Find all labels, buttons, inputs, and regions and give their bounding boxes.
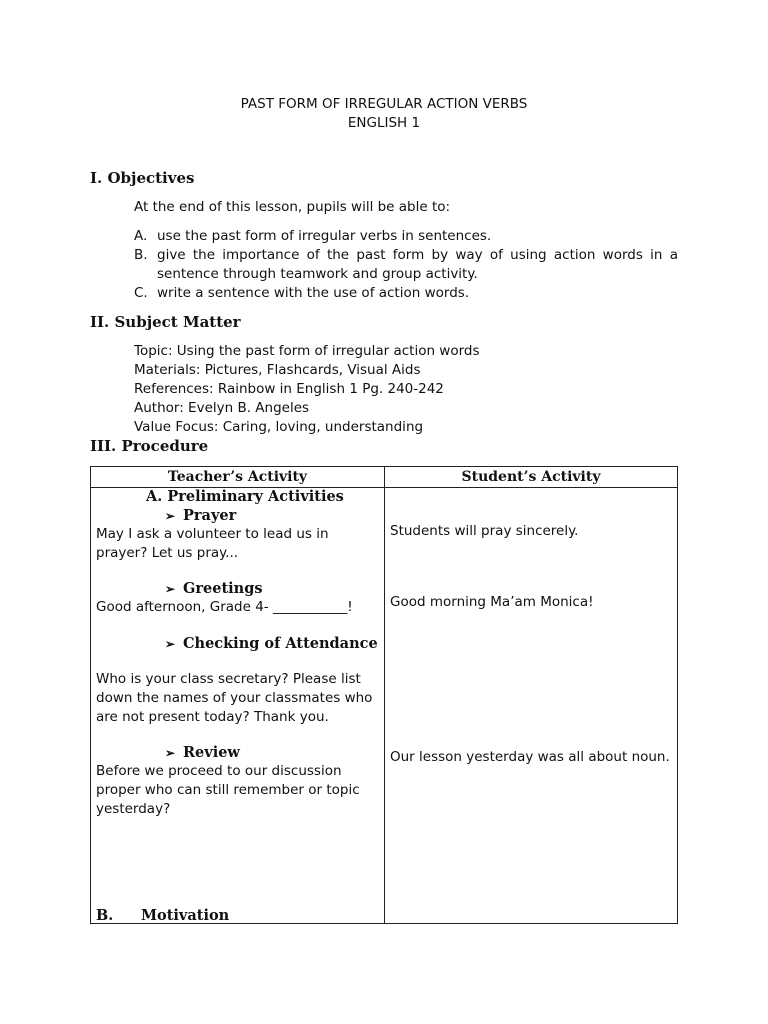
prayer-label: Prayer <box>183 507 237 524</box>
objective-item <box>134 246 678 284</box>
review-student-response: Our lesson yesterday was all about noun. <box>390 749 670 765</box>
attendance-teacher-line: down the names of your classmates who <box>96 690 373 706</box>
prayer-label-row <box>165 506 236 526</box>
subject-topic: Topic: Using the past form of irregular action words <box>134 343 480 359</box>
prayer-teacher-line: prayer? Let us pray... <box>96 545 239 561</box>
document-subtitle: ENGLISH 1 <box>347 115 421 131</box>
objective-letter: B. <box>134 247 148 263</box>
subject-materials: Materials: Pictures, Flashcards, Visual Aids <box>134 362 421 378</box>
subject-references: References: Rainbow in English 1 Pg. 240-242 <box>134 381 444 397</box>
subject-value-focus: Value Focus: Caring, loving, understanding <box>134 419 424 435</box>
review-label-row <box>165 743 240 763</box>
objective-text: use the past form of irregular verbs in sentences. <box>157 228 492 244</box>
prayer-student-response: Students will pray sincerely. <box>390 523 579 539</box>
greetings-label: Greetings <box>183 580 263 597</box>
objective-item <box>134 284 678 303</box>
student-activity-header: Student’s Activity <box>461 469 601 485</box>
objective-text: give the importance of the past form by way of using action words in a sentence through teamwork and group activity. <box>157 247 678 282</box>
column-divider <box>384 467 385 923</box>
objective-letter: C. <box>134 285 148 301</box>
greetings-student-response: Good morning Ma’am Monica! <box>390 594 594 610</box>
objective-letter: A. <box>134 228 148 244</box>
arrow-bullet-icon: ➢ <box>165 637 176 651</box>
motivation-letter: B. <box>96 907 114 924</box>
attendance-teacher-line: Who is your class secretary? Please list <box>96 671 361 687</box>
objective-text: write a sentence with the use of action words. <box>157 285 470 301</box>
subject-author: Author: Evelyn B. Angeles <box>134 400 310 416</box>
arrow-bullet-icon: ➢ <box>165 746 176 760</box>
teacher-activity-header: Teacher’s Activity <box>167 469 308 485</box>
arrow-bullet-icon: ➢ <box>165 509 176 523</box>
motivation-label: Motivation <box>141 907 230 924</box>
objectives-heading: I. Objectives <box>90 169 195 187</box>
greetings-label-row <box>165 579 263 599</box>
subject-matter-heading: II. Subject Matter <box>90 313 241 331</box>
arrow-bullet-icon: ➢ <box>165 582 176 596</box>
objectives-intro: At the end of this lesson, pupils will be able to: <box>134 199 451 215</box>
prayer-teacher-line: May I ask a volunteer to lead us in <box>96 526 329 542</box>
document-title: PAST FORM OF IRREGULAR ACTION VERBS <box>240 96 528 112</box>
attendance-teacher-line: are not present today? Thank you. <box>96 709 329 725</box>
attendance-label-row <box>165 634 378 654</box>
review-teacher-line: proper who can still remember or topic <box>96 782 360 798</box>
review-label: Review <box>183 744 240 761</box>
objective-item <box>134 227 678 246</box>
review-teacher-line: yesterday? <box>96 801 171 817</box>
greetings-teacher-line: Good afternoon, Grade 4- ___________! <box>96 599 353 615</box>
attendance-label: Checking of Attendance <box>183 635 378 652</box>
preliminary-activities-label: A. Preliminary Activities <box>146 488 344 505</box>
procedure-heading: III. Procedure <box>90 437 209 455</box>
procedure-table <box>90 466 678 924</box>
review-teacher-line: Before we proceed to our discussion <box>96 763 342 779</box>
